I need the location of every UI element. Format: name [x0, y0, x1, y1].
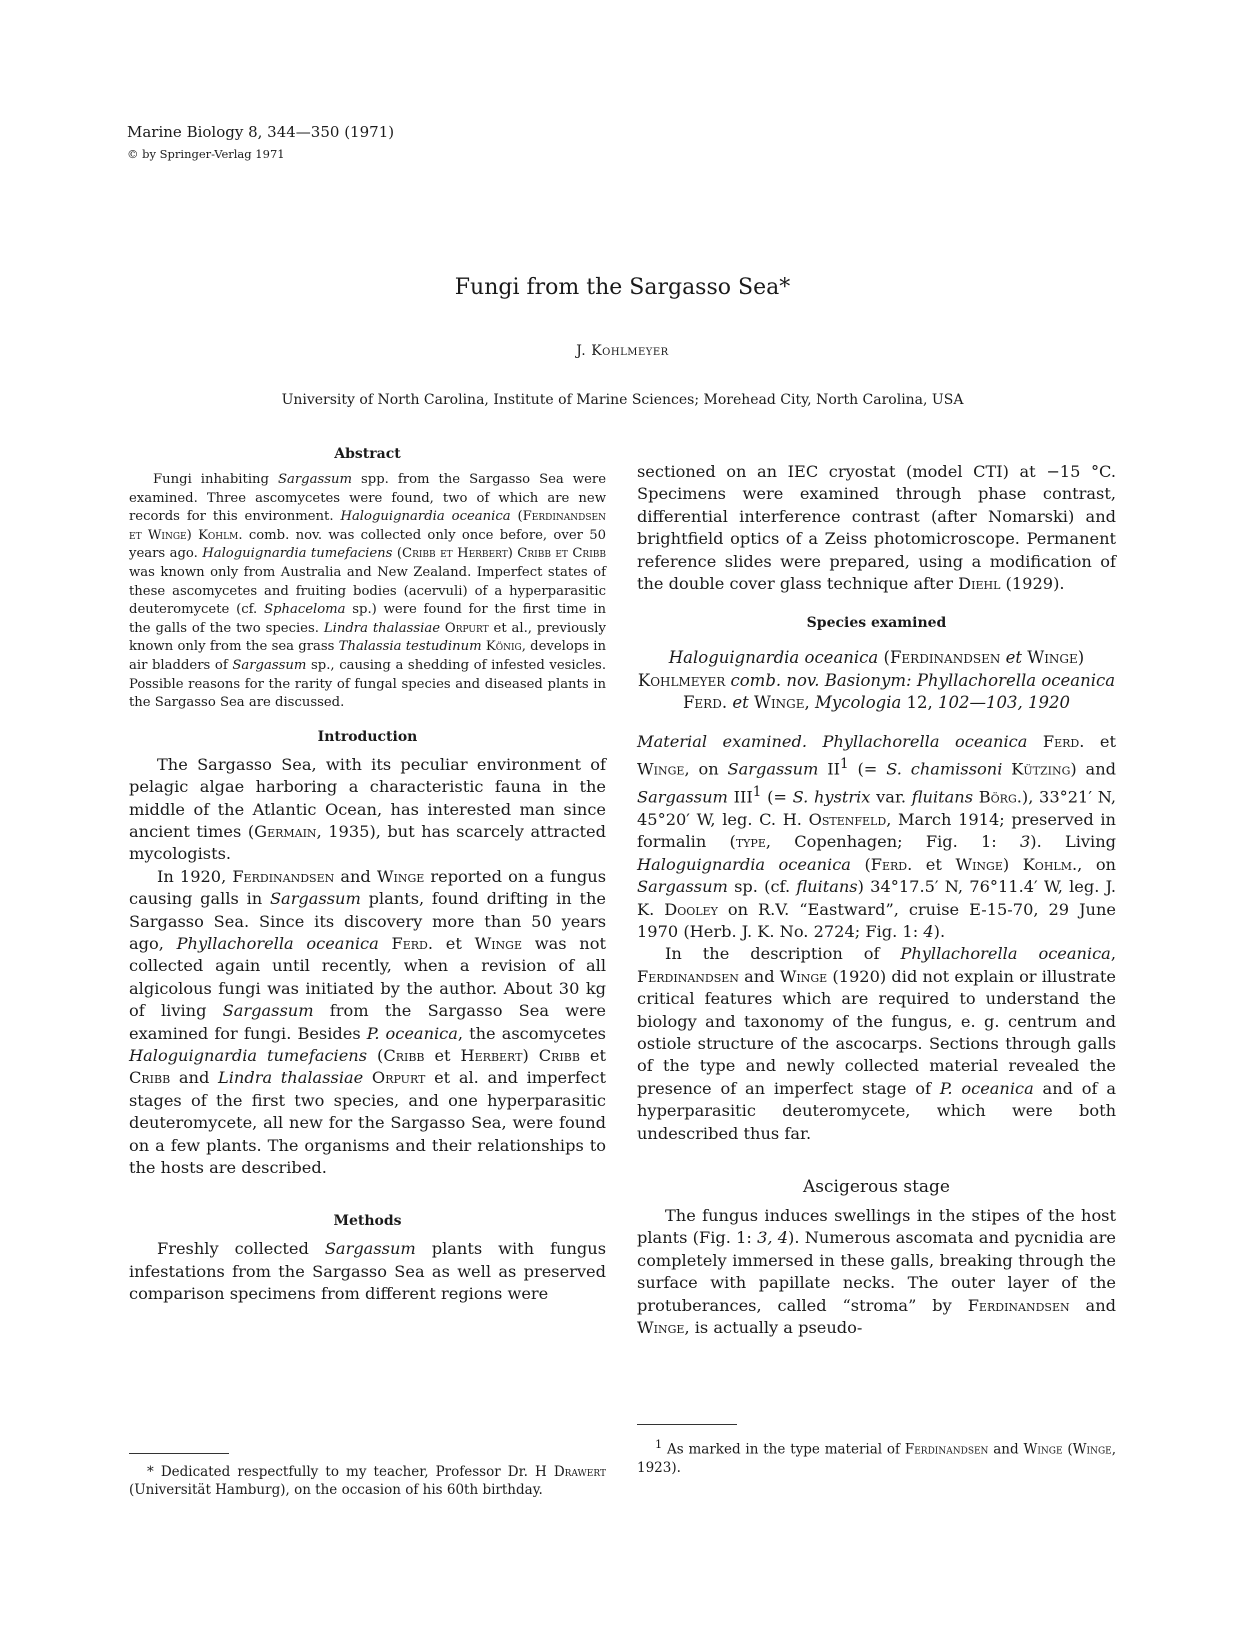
abstract-paragraph: Fungi inhabiting Sargassum spp. from the Sargasso Sea were examined. Three ascomycetes were found, two of which are new records for this environment. Haloguignardia oceanica (Ferdinandsen et Winge) Kohlm. comb. nov. was collected only once before, over 50 years ago. Haloguignardia tumefaciens (Cribb et Herbert) Cribb et Cribb was known only from Australia and New Zealand. Imperfect states of these ascomycetes and fruiting bodies (acervuli) of a hyperparasitic deuteromycete (cf. Sphaceloma sp.) were found for the first time in the galls of the two species. Lindra thalassiae Orpurt et al., previously known only from the sea grass Thalassia testudinum König, develops in air bladders of Sargassum sp., causing a shedding of infested vesicles. Possible reasons for the rarity of fungal species and diseased plants in the Sargasso Sea are discussed.	[129, 472, 607, 711]
journal-header	[127, 121, 394, 165]
left-column	[129, 446, 606, 1306]
species-heading: Species examined	[806, 615, 947, 632]
right-column	[637, 461, 1116, 1339]
methods-body	[129, 1238, 606, 1305]
ascigerous-paragraph: The fungus induces swellings in the stipes of the host plants (Fig. 1: 3, 4). Numerous ascomata and pycnidia are completely immersed in these galls, breaking through the surface with papillate necks. The outer layer of the protuberances, called “stroma” by Ferdinandsen and Winge, is actually a pseudo-	[637, 1206, 1117, 1338]
intro-paragraph-2: In 1920, Ferdinandsen and Winge reported on a fungus causing galls in Sargassum plants, found drifting in the Sargasso Sea. Since its discovery more than 50 years ago, Phyllachorella oceanica Ferd. et Winge was not collected again until recently, when a revision of all algicolous fungi was initiated by the author. About 30 kg of living Sargassum from the Sargasso Sea were examined for fungi. Besides P. oceanica, the ascomycetes Haloguignardia tumefaciens (Cribb et Herbert) Cribb et Cribb and Lindra thalassiae Orpurt et al. and imperfect stages of the first two species, and one hyperparasitic deuteromycete, all new for the Sargasso Sea, were found on a few plants. The organisms and their relationships to the hosts are described.	[129, 866, 606, 1178]
author-affiliation: University of North Carolina, Institute of Marine Sciences; Morehead City, North Carolina, USA	[281, 392, 964, 408]
dedication-footnote: * Dedicated respectfully to my teacher, Professor Dr. H Drawert (Universität Hamburg), on the occasion of his 60th birthday.	[129, 1464, 606, 1498]
abstract-heading: Abstract	[334, 446, 401, 462]
footnote-left	[129, 1463, 606, 1499]
material-examined-paragraph: Material examined. Phyllachorella oceanica Ferd. et Winge, on Sargassum $II^1$ (= S. chamissoni Kützing) and Sargassum III$^1$ (= S. hystrix var. fluitans Börg.), 33°21′ N, 45°20′ W, leg. C. H. Ostenfeld, March 1914; preserved in formalin (type, Copenhagen; Fig. 1: 3). Living Haloguignardia oceanica (Ferd. et Winge) Kohlm., on Sargassum sp. (cf. fluitans) 34°17.5′ N, 76°11.4′ W, leg. J. K. Dooley on R.V. “Eastward”, cruise E-15-70, 29 June 1970 (Herb. J. K. No. 2724; Fig. 1: 4).	[637, 731, 1117, 941]
methods-paragraph-continued: sectioned on an IEC cryostat (model CTI) at −15 °C. Specimens were examined through phase contrast, differential interference contrast (after Nomarski) and brightfield optics of a Zeiss photomicroscope. Permanent reference slides were prepared, using a modification of the double cover glass technique after Diehl (1929).	[637, 462, 1116, 594]
intro-paragraph-1: The Sargasso Sea, with its peculiar environment of pelagic algae harboring a characteristic fauna in the middle of the Atlantic Ocean, has interested man since ancient times (Germain, 1935), but has scarcely attracted mycologists.	[129, 754, 607, 864]
footnote-rule-left	[129, 1453, 229, 1454]
author-name: J. Kohlmeyer	[576, 343, 669, 359]
description-paragraph: In the description of Phyllachorella oceanica, Ferdinandsen and Winge (1920) did not explain or illustrate critical features which are required to understand the biology and taxonomy of the fungus, e. g. centrum and ostiole structure of the ascocarps. Sections through galls of the type and newly collected material revealed the presence of an imperfect stage of P. oceanica and of a hyperparasitic deuteromycete, which were both undescribed thus far.	[637, 944, 1117, 1143]
ascigerous-heading: Ascigerous stage	[803, 1177, 950, 1198]
type-material-footnote: $^1$ As marked in the type material of Ferdinandsen and Winge (Winge, 1923).	[637, 1438, 1117, 1476]
article-title: Fungi from the Sargasso Sea*	[454, 275, 791, 300]
footnote-right	[637, 1436, 1116, 1477]
footnote-rule-right	[637, 1424, 737, 1425]
ascigerous-body	[637, 1205, 1116, 1339]
methods-paragraph: Freshly collected Sargassum plants with fungus infestations from the Sargasso Sea as well as preserved comparison specimens from different regions were	[129, 1239, 607, 1304]
journal-citation: Marine Biology 8, 344—350 (1971)	[127, 123, 395, 141]
copyright-line: © by Springer-Verlag 1971	[127, 147, 285, 161]
species-body	[637, 731, 1116, 1145]
abstract-body	[129, 471, 606, 713]
species-name-block: Haloguignardia oceanica (Ferdinandsen et Winge) Kohlmeyer comb. nov. Basionym: Phyllachorella oceanica Ferd. et Winge, Mycologia 12, 102—103, 1920	[637, 648, 1116, 713]
methods-heading: Methods	[333, 1213, 402, 1230]
methods-continued	[637, 461, 1116, 595]
introduction-heading: Introduction	[317, 728, 418, 745]
introduction-body	[129, 754, 606, 1180]
